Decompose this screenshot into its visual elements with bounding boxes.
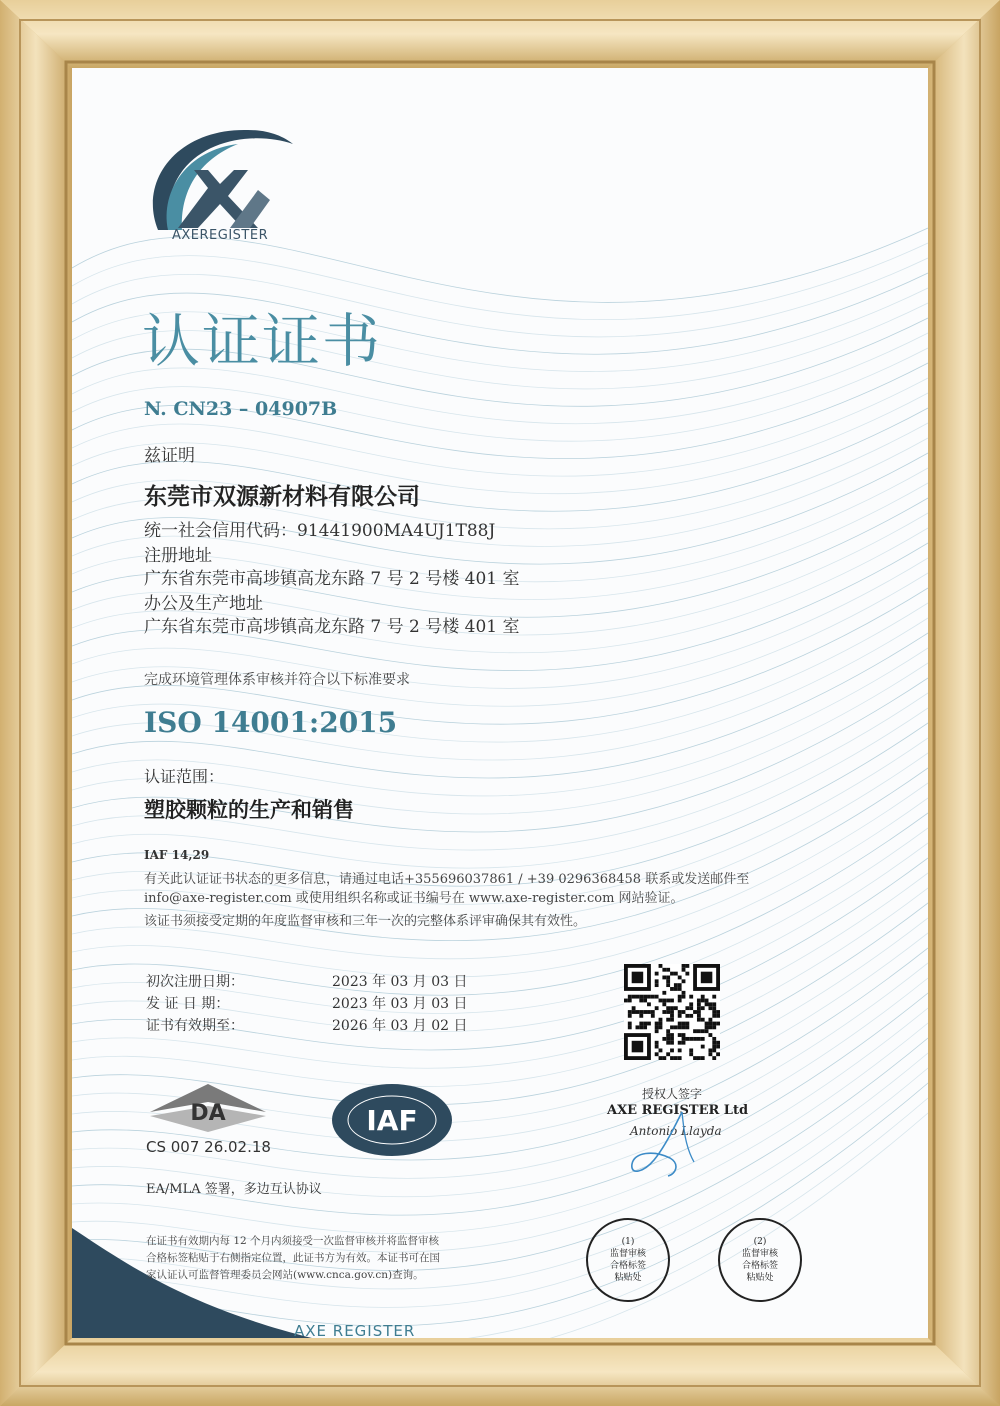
signature-label: 授权人签字 <box>642 1087 703 1101</box>
office-address-label: 办公及生产地址 <box>144 594 263 614</box>
da-accreditation-logo <box>146 1082 270 1134</box>
conformity-text: 完成环境管理体系审核并符合以下标准要求 <box>144 672 410 688</box>
validity-note: 该证书须接受定期的年度监督审核和三年一次的完整体系评审确保其有效性。 <box>144 914 587 929</box>
logo-text: AXEREGISTER <box>172 228 269 243</box>
surveillance-stamp-1 <box>586 1218 670 1302</box>
date-label-initial: 初次注册日期： <box>146 974 244 990</box>
scope-label: 认证范围： <box>144 767 225 786</box>
registered-address: 广东省东莞市高埗镇高龙东路 7 号 2 号楼 401 室 <box>144 569 520 589</box>
registered-address-label: 注册地址 <box>144 546 212 566</box>
qr-code[interactable] <box>624 964 720 1060</box>
mla-text: EA/MLA 签署，多边互认协议 <box>146 1182 322 1197</box>
signature-icon <box>624 1108 724 1180</box>
date-value-issue: 2023 年 03 月 03 日 <box>332 996 468 1012</box>
stamp-2-number: (2) <box>753 1237 767 1247</box>
office-address: 广东省东莞市高埗镇高龙东路 7 号 2 号楼 401 室 <box>144 617 520 637</box>
stamp-2-line-2: 合格标签 <box>741 1261 778 1271</box>
surveillance-stamp-2 <box>718 1218 802 1302</box>
certificate-title: 认证证书 <box>142 307 383 375</box>
iaf-code: IAF 14,29 <box>144 848 210 862</box>
footer-brand: AXE REGISTER <box>294 1322 416 1338</box>
date-value-initial: 2023 年 03 月 03 日 <box>332 974 468 990</box>
stamp-1-line-1: 监督审核 <box>609 1249 646 1259</box>
date-label-expiry: 证书有效期至： <box>146 1018 244 1034</box>
svg-text:IAF: IAF <box>366 1104 418 1137</box>
stamp-2-line-3: 粘贴处 <box>746 1273 774 1283</box>
signature-company: AXE REGISTER Ltd <box>607 1103 749 1118</box>
certify-text: 兹证明 <box>144 446 195 466</box>
stamp-1-line-3: 粘贴处 <box>614 1273 642 1283</box>
da-code: CS 007 26.02.18 <box>146 1138 271 1156</box>
certification-scope: 塑胶颗粒的生产和销售 <box>144 797 354 822</box>
credit-code: 统一社会信用代码：91441900MA4UJ1T88J <box>144 521 496 541</box>
stamp-1-number: (1) <box>621 1237 635 1247</box>
iso-standard: ISO 14001:2015 <box>144 706 398 739</box>
info-line-1: 有关此认证证书状态的更多信息，请通过电话+355696037861 / +39 0296368458 联系或发送邮件至 <box>144 872 750 887</box>
date-label-issue: 发 证 日 期： <box>146 996 230 1012</box>
iaf-mla-logo <box>330 1082 454 1158</box>
certificate-paper <box>72 68 928 1338</box>
info-line-2: info@axe-register.com 或使用组织名称或证书编号在 www.axe-register.com 网站验证。 <box>144 891 684 906</box>
svg-text:DA: DA <box>190 1101 226 1126</box>
stamp-2-line-1: 监督审核 <box>741 1249 778 1259</box>
certificate-number: N. CN23 – 04907B <box>144 398 338 420</box>
signature-name: Antonio Llayda <box>630 1124 722 1138</box>
bottom-note-3: 家认证认可监督管理委员会网站(www.cnca.gov.cn)查询。 <box>146 1269 424 1281</box>
bottom-note-1: 在证书有效期内每 12 个月内须接受一次监督审核并将监督审核 <box>146 1235 440 1247</box>
company-name: 东莞市双源新材料有限公司 <box>144 483 420 510</box>
bottom-note-2: 合格标签粘贴于右侧指定位置，此证书方为有效。本证书可在国 <box>146 1252 440 1264</box>
stamp-1-line-2: 合格标签 <box>609 1261 646 1271</box>
date-value-expiry: 2026 年 03 月 02 日 <box>332 1018 468 1034</box>
